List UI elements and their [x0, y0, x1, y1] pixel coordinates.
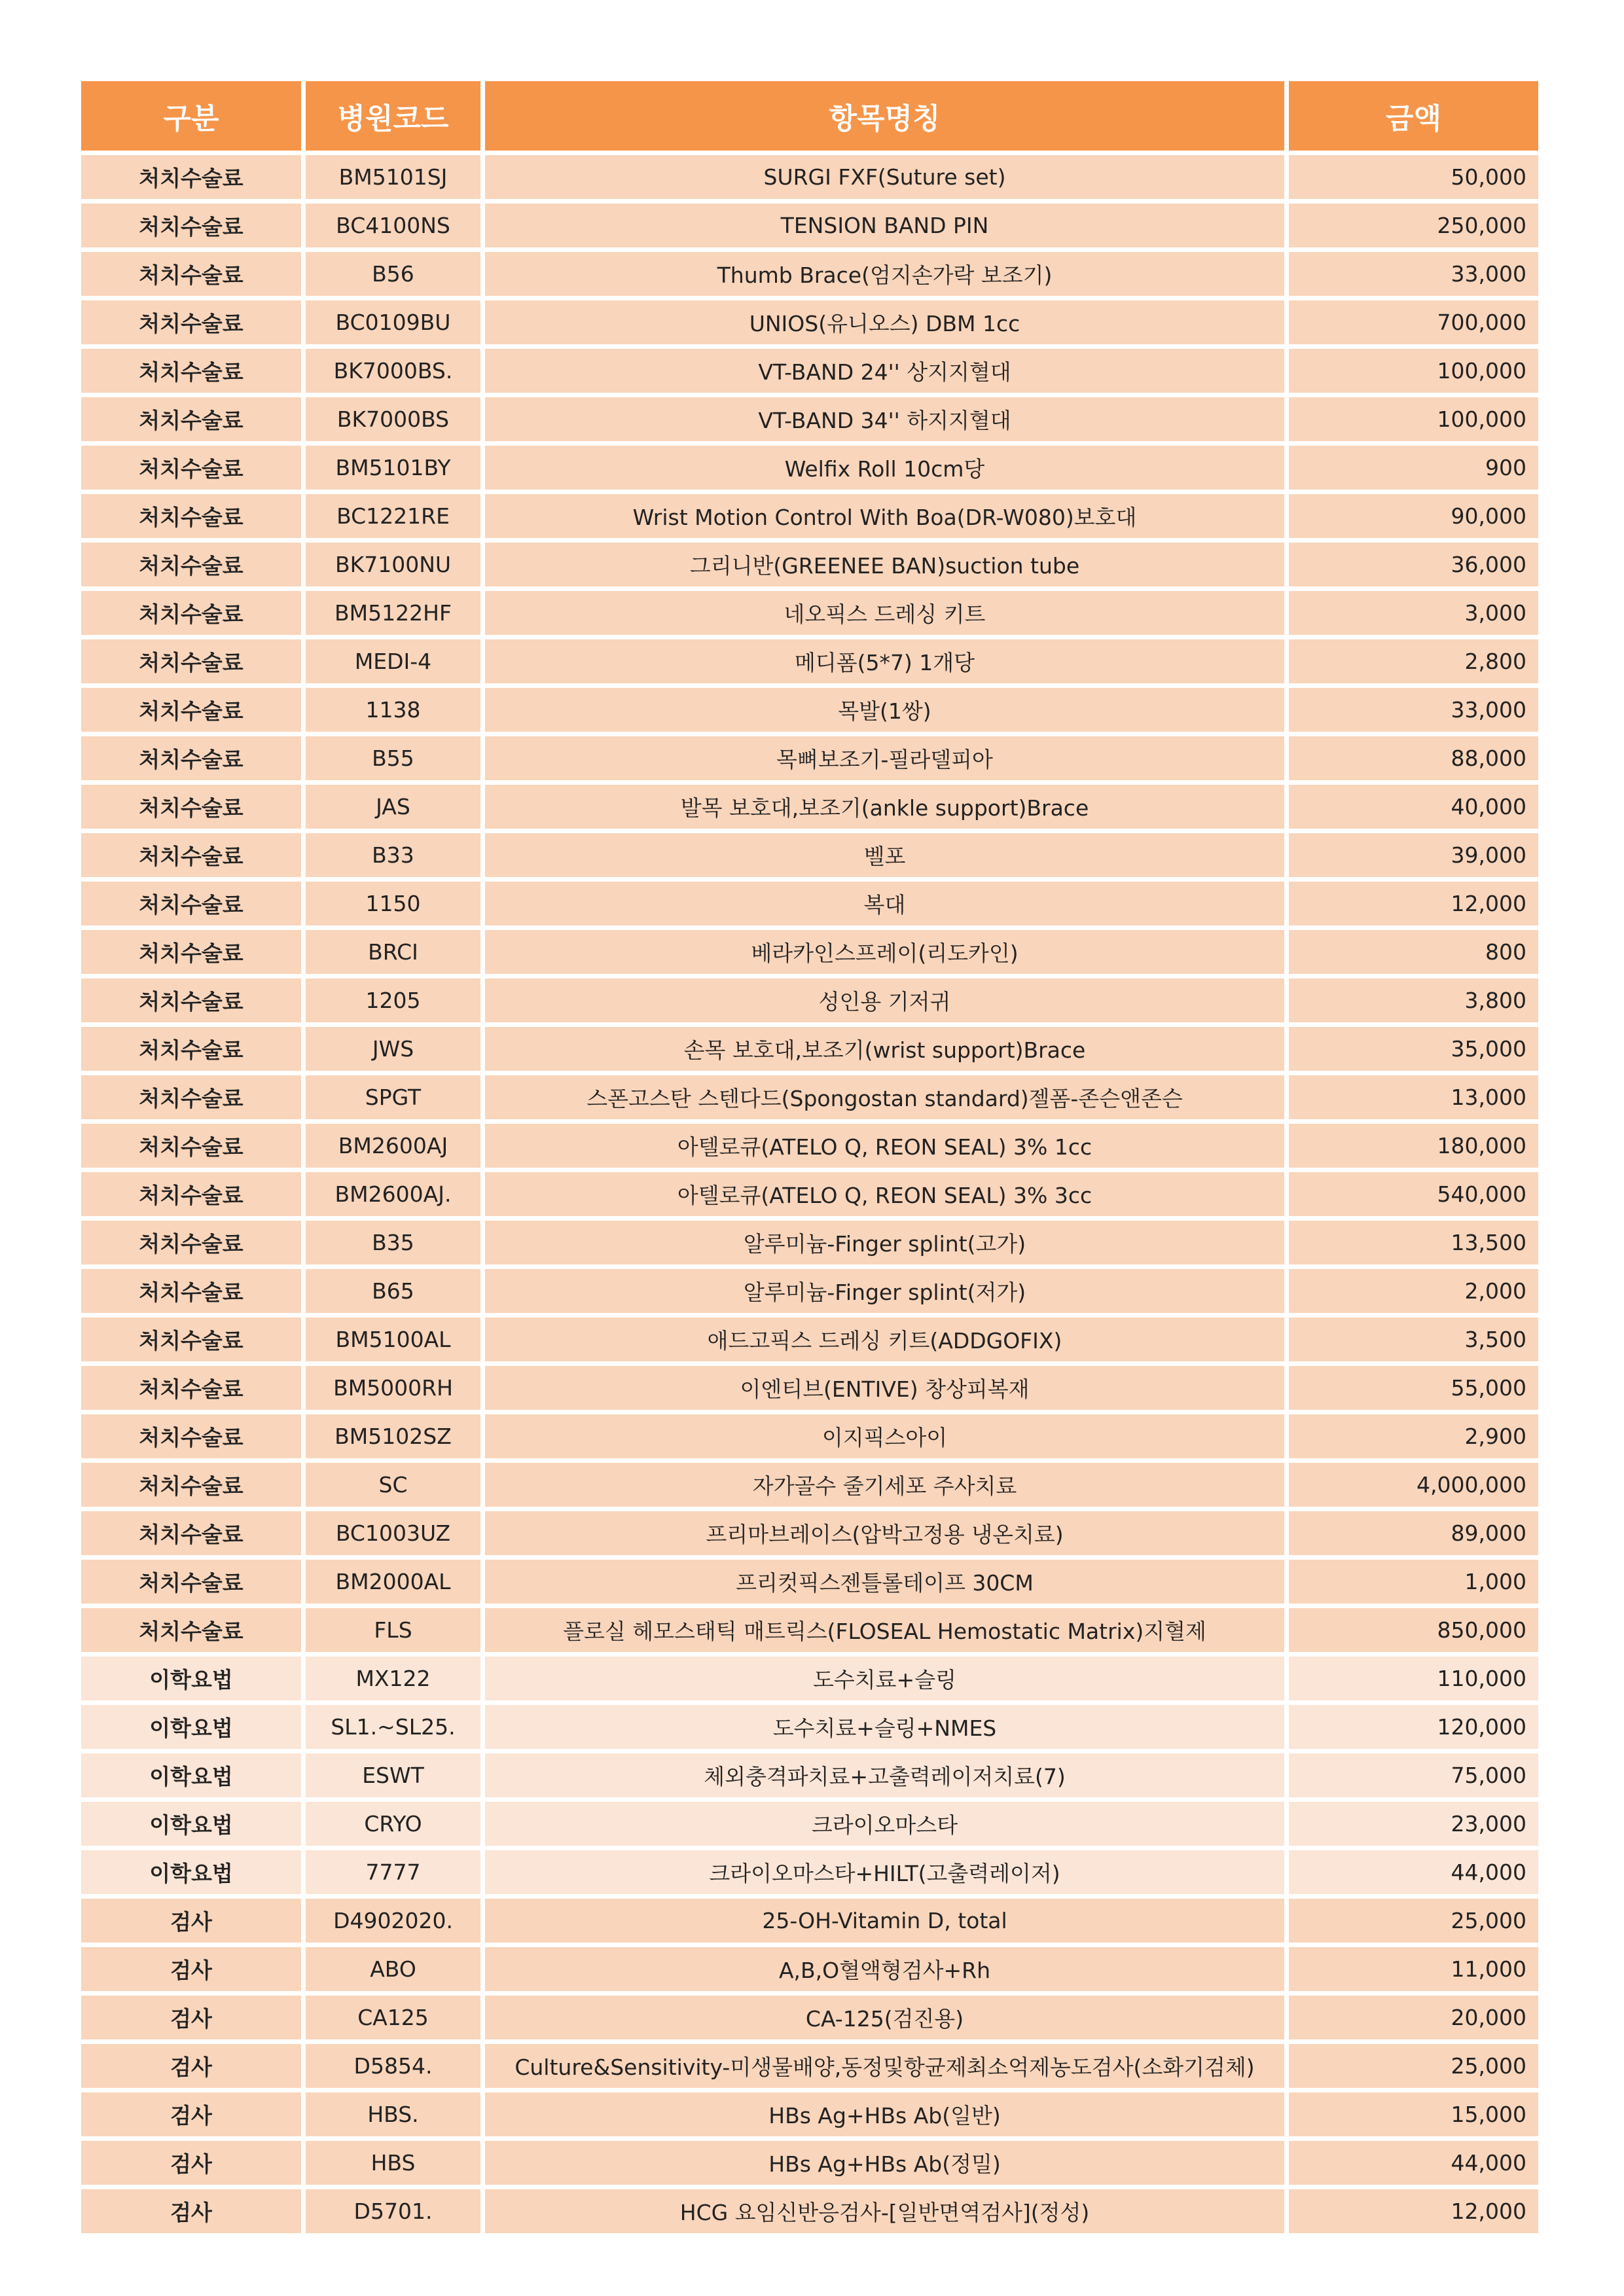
- table-row: [81, 930, 1538, 974]
- code-cell: BM5102SZ: [306, 1414, 480, 1458]
- table-row: [81, 1463, 1538, 1507]
- name-cell: Thumb Brace(엄지손가락 보조기): [485, 252, 1284, 296]
- category-cell: 처치수술료: [81, 930, 301, 974]
- price-cell: 900: [1289, 446, 1538, 490]
- code-cell: MX122: [306, 1657, 480, 1700]
- category-cell: 검사: [81, 2141, 301, 2185]
- code-cell: BK7000BS.: [306, 349, 480, 393]
- table-row: [81, 1511, 1538, 1555]
- category-cell: 처치수술료: [81, 1027, 301, 1071]
- code-cell: CA125: [306, 1996, 480, 2039]
- name-cell: 복대: [485, 882, 1284, 925]
- category-cell: 검사: [81, 2092, 301, 2136]
- category-cell: 처치수술료: [81, 543, 301, 586]
- price-cell: 50,000: [1289, 155, 1538, 199]
- header-name: 항목명칭: [485, 81, 1284, 151]
- name-cell: 그리니반(GREENEE BAN)suction tube: [485, 543, 1284, 586]
- table-row: [81, 688, 1538, 732]
- price-cell: 700,000: [1289, 300, 1538, 344]
- name-cell: HCG 요임신반응검사-[일반면역검사](정성): [485, 2189, 1284, 2233]
- price-cell: 540,000: [1289, 1172, 1538, 1216]
- price-cell: 25,000: [1289, 2044, 1538, 2088]
- category-cell: 검사: [81, 2189, 301, 2233]
- code-cell: BC1221RE: [306, 494, 480, 538]
- category-cell: 처치수술료: [81, 1608, 301, 1652]
- price-cell: 4,000,000: [1289, 1463, 1538, 1507]
- name-cell: 크라이오마스타+HILT(고출력레이저): [485, 1850, 1284, 1894]
- name-cell: 이지픽스아이: [485, 1414, 1284, 1458]
- table-row: [81, 1608, 1538, 1652]
- name-cell: Culture&Sensitivity-미생물배양,동정및항균제최소억제농도검사(소화기검체): [485, 2044, 1284, 2088]
- price-cell: 75,000: [1289, 1753, 1538, 1797]
- price-cell: 36,000: [1289, 543, 1538, 586]
- code-cell: HBS.: [306, 2092, 480, 2136]
- code-cell: MEDI-4: [306, 639, 480, 683]
- price-cell: 89,000: [1289, 1511, 1538, 1555]
- name-cell: 알루미늄-Finger splint(저가): [485, 1269, 1284, 1313]
- table-row: [81, 1850, 1538, 1894]
- table-row: [81, 1560, 1538, 1604]
- table-row: [81, 494, 1538, 538]
- price-cell: 100,000: [1289, 397, 1538, 441]
- table-row: [81, 204, 1538, 247]
- category-cell: 처치수술료: [81, 300, 301, 344]
- name-cell: 알루미늄-Finger splint(고가): [485, 1221, 1284, 1265]
- price-cell: 39,000: [1289, 833, 1538, 877]
- name-cell: 도수치료+슬링+NMES: [485, 1705, 1284, 1749]
- name-cell: CA-125(검진용): [485, 1996, 1284, 2039]
- code-cell: 1138: [306, 688, 480, 732]
- price-cell: 3,800: [1289, 978, 1538, 1022]
- code-cell: BM5000RH: [306, 1366, 480, 1410]
- price-cell: 850,000: [1289, 1608, 1538, 1652]
- price-cell: 12,000: [1289, 2189, 1538, 2233]
- table-row: [81, 155, 1538, 199]
- code-cell: 1150: [306, 882, 480, 925]
- header-price: 금액: [1289, 81, 1538, 151]
- name-cell: 베라카인스프레이(리도카인): [485, 930, 1284, 974]
- price-cell: 90,000: [1289, 494, 1538, 538]
- code-cell: ESWT: [306, 1753, 480, 1797]
- category-cell: 처치수술료: [81, 155, 301, 199]
- category-cell: 이학요법: [81, 1657, 301, 1700]
- table-row: [81, 882, 1538, 925]
- table-row: [81, 1947, 1538, 1991]
- category-cell: 검사: [81, 1899, 301, 1943]
- category-cell: 처치수술료: [81, 1414, 301, 1458]
- name-cell: UNIOS(유니오스) DBM 1cc: [485, 300, 1284, 344]
- category-cell: 처치수술료: [81, 1124, 301, 1168]
- name-cell: HBs Ag+HBs Ab(정밀): [485, 2141, 1284, 2185]
- name-cell: 도수치료+슬링: [485, 1657, 1284, 1700]
- name-cell: 메디폼(5*7) 1개당: [485, 639, 1284, 683]
- price-cell: 33,000: [1289, 252, 1538, 296]
- category-cell: 이학요법: [81, 1850, 301, 1894]
- table-row: [81, 833, 1538, 877]
- table-row: [81, 785, 1538, 829]
- category-cell: 처치수술료: [81, 833, 301, 877]
- category-cell: 처치수술료: [81, 446, 301, 490]
- price-cell: 44,000: [1289, 2141, 1538, 2185]
- name-cell: 성인용 기저귀: [485, 978, 1284, 1022]
- table-row: [81, 1172, 1538, 1216]
- category-cell: 이학요법: [81, 1753, 301, 1797]
- table-row: [81, 978, 1538, 1022]
- price-cell: 2,800: [1289, 639, 1538, 683]
- name-cell: 발목 보호대,보조기(ankle support)Brace: [485, 785, 1284, 829]
- table-row: [81, 639, 1538, 683]
- code-cell: BK7100NU: [306, 543, 480, 586]
- name-cell: 벨포: [485, 833, 1284, 877]
- code-cell: BM2600AJ.: [306, 1172, 480, 1216]
- header-code: 병원코드: [306, 81, 480, 151]
- table-row: [81, 1657, 1538, 1700]
- code-cell: 7777: [306, 1850, 480, 1894]
- table-row: [81, 1414, 1538, 1458]
- table-row: [81, 543, 1538, 586]
- price-cell: 3,000: [1289, 591, 1538, 635]
- table-row: [81, 1802, 1538, 1846]
- code-cell: BC4100NS: [306, 204, 480, 247]
- price-cell: 25,000: [1289, 1899, 1538, 1943]
- name-cell: 스폰고스탄 스텐다드(Spongostan standard)젤폼-존슨앤존슨: [485, 1075, 1284, 1119]
- table-row: [81, 252, 1538, 296]
- code-cell: BC1003UZ: [306, 1511, 480, 1555]
- name-cell: 플로실 헤모스태틱 매트릭스(FLOSEAL Hemostatic Matrix)지혈제: [485, 1608, 1284, 1652]
- category-cell: 처치수술료: [81, 1318, 301, 1361]
- table-row: [81, 1318, 1538, 1361]
- table-row: [81, 397, 1538, 441]
- category-cell: 처치수술료: [81, 1511, 301, 1555]
- name-cell: 크라이오마스타: [485, 1802, 1284, 1846]
- category-cell: 처치수술료: [81, 688, 301, 732]
- name-cell: 25-OH-Vitamin D, total: [485, 1899, 1284, 1943]
- fee-table: [77, 77, 1543, 2238]
- price-cell: 2,000: [1289, 1269, 1538, 1313]
- name-cell: Wrist Motion Control With Boa(DR-W080)보호대: [485, 494, 1284, 538]
- category-cell: 처치수술료: [81, 204, 301, 247]
- name-cell: VT-BAND 34'' 하지지혈대: [485, 397, 1284, 441]
- category-cell: 처치수술료: [81, 978, 301, 1022]
- category-cell: 처치수술료: [81, 882, 301, 925]
- name-cell: 아텔로큐(ATELO Q, REON SEAL) 3% 3cc: [485, 1172, 1284, 1216]
- name-cell: TENSION BAND PIN: [485, 204, 1284, 247]
- price-cell: 15,000: [1289, 2092, 1538, 2136]
- name-cell: 목뼈보조기-필라델피아: [485, 736, 1284, 780]
- category-cell: 처치수술료: [81, 252, 301, 296]
- table-row: [81, 2189, 1538, 2233]
- code-cell: BM2600AJ: [306, 1124, 480, 1168]
- name-cell: 애드고픽스 드레싱 키트(ADDGOFIX): [485, 1318, 1284, 1361]
- price-cell: 180,000: [1289, 1124, 1538, 1168]
- code-cell: D5854.: [306, 2044, 480, 2088]
- code-cell: JAS: [306, 785, 480, 829]
- code-cell: CRYO: [306, 1802, 480, 1846]
- name-cell: 이엔티브(ENTIVE) 창상피복재: [485, 1366, 1284, 1410]
- table-row: [81, 591, 1538, 635]
- price-cell: 35,000: [1289, 1027, 1538, 1071]
- table-row: [81, 2141, 1538, 2185]
- code-cell: BM2000AL: [306, 1560, 480, 1604]
- category-cell: 검사: [81, 1996, 301, 2039]
- category-cell: 처치수술료: [81, 1221, 301, 1265]
- code-cell: B65: [306, 1269, 480, 1313]
- code-cell: ABO: [306, 1947, 480, 1991]
- table-row: [81, 1124, 1538, 1168]
- price-cell: 1,000: [1289, 1560, 1538, 1604]
- name-cell: 목발(1쌍): [485, 688, 1284, 732]
- price-cell: 120,000: [1289, 1705, 1538, 1749]
- table-row: [81, 349, 1538, 393]
- header-row: [81, 81, 1538, 151]
- code-cell: B35: [306, 1221, 480, 1265]
- table-row: [81, 1075, 1538, 1119]
- price-cell: 11,000: [1289, 1947, 1538, 1991]
- price-cell: 12,000: [1289, 882, 1538, 925]
- category-cell: 처치수술료: [81, 1560, 301, 1604]
- table-row: [81, 736, 1538, 780]
- price-cell: 2,900: [1289, 1414, 1538, 1458]
- name-cell: 프리마브레이스(압박고정용 냉온치료): [485, 1511, 1284, 1555]
- category-cell: 처치수술료: [81, 1172, 301, 1216]
- table-row: [81, 1221, 1538, 1265]
- code-cell: B55: [306, 736, 480, 780]
- table-row: [81, 300, 1538, 344]
- code-cell: BK7000BS: [306, 397, 480, 441]
- table-body: [81, 155, 1538, 2233]
- code-cell: HBS: [306, 2141, 480, 2185]
- price-cell: 13,500: [1289, 1221, 1538, 1265]
- price-cell: 250,000: [1289, 204, 1538, 247]
- table-row: [81, 446, 1538, 490]
- category-cell: 처치수술료: [81, 639, 301, 683]
- code-cell: B56: [306, 252, 480, 296]
- code-cell: B33: [306, 833, 480, 877]
- name-cell: 네오픽스 드레싱 키트: [485, 591, 1284, 635]
- category-cell: 검사: [81, 2044, 301, 2088]
- price-cell: 23,000: [1289, 1802, 1538, 1846]
- code-cell: SL1.~SL25.: [306, 1705, 480, 1749]
- code-cell: SC: [306, 1463, 480, 1507]
- category-cell: 이학요법: [81, 1802, 301, 1846]
- table-row: [81, 2044, 1538, 2088]
- name-cell: 프리컷픽스젠틀롤테이프 30CM: [485, 1560, 1284, 1604]
- code-cell: BC0109BU: [306, 300, 480, 344]
- code-cell: BM5100AL: [306, 1318, 480, 1361]
- code-cell: BM5122HF: [306, 591, 480, 635]
- table-header: [81, 81, 1538, 151]
- category-cell: 처치수술료: [81, 349, 301, 393]
- code-cell: BM5101BY: [306, 446, 480, 490]
- category-cell: 처치수술료: [81, 1269, 301, 1313]
- code-cell: JWS: [306, 1027, 480, 1071]
- price-cell: 110,000: [1289, 1657, 1538, 1700]
- code-cell: BM5101SJ: [306, 155, 480, 199]
- name-cell: A,B,O혈액형검사+Rh: [485, 1947, 1284, 1991]
- category-cell: 처치수술료: [81, 1463, 301, 1507]
- category-cell: 처치수술료: [81, 1075, 301, 1119]
- table-row: [81, 1899, 1538, 1943]
- code-cell: D4902020.: [306, 1899, 480, 1943]
- price-cell: 13,000: [1289, 1075, 1538, 1119]
- category-cell: 이학요법: [81, 1705, 301, 1749]
- name-cell: 손목 보호대,보조기(wrist support)Brace: [485, 1027, 1284, 1071]
- code-cell: FLS: [306, 1608, 480, 1652]
- code-cell: SPGT: [306, 1075, 480, 1119]
- table-row: [81, 1027, 1538, 1071]
- name-cell: Welfix Roll 10cm당: [485, 446, 1284, 490]
- category-cell: 처치수술료: [81, 1366, 301, 1410]
- code-cell: 1205: [306, 978, 480, 1022]
- name-cell: VT-BAND 24'' 상지지혈대: [485, 349, 1284, 393]
- name-cell: SURGI FXF(Suture set): [485, 155, 1284, 199]
- category-cell: 처치수술료: [81, 494, 301, 538]
- name-cell: 아텔로큐(ATELO Q, REON SEAL) 3% 1cc: [485, 1124, 1284, 1168]
- table-row: [81, 1269, 1538, 1313]
- price-cell: 33,000: [1289, 688, 1538, 732]
- price-cell: 44,000: [1289, 1850, 1538, 1894]
- code-cell: D5701.: [306, 2189, 480, 2233]
- table-row: [81, 1753, 1538, 1797]
- name-cell: HBs Ag+HBs Ab(일반): [485, 2092, 1284, 2136]
- category-cell: 검사: [81, 1947, 301, 1991]
- table-row: [81, 1705, 1538, 1749]
- name-cell: 자가골수 줄기세포 주사치료: [485, 1463, 1284, 1507]
- price-cell: 800: [1289, 930, 1538, 974]
- price-cell: 100,000: [1289, 349, 1538, 393]
- price-cell: 55,000: [1289, 1366, 1538, 1410]
- header-category: 구분: [81, 81, 301, 151]
- table-row: [81, 2092, 1538, 2136]
- code-cell: BRCI: [306, 930, 480, 974]
- category-cell: 처치수술료: [81, 397, 301, 441]
- table-row: [81, 1996, 1538, 2039]
- category-cell: 처치수술료: [81, 736, 301, 780]
- table-row: [81, 1366, 1538, 1410]
- price-cell: 88,000: [1289, 736, 1538, 780]
- price-cell: 20,000: [1289, 1996, 1538, 2039]
- price-cell: 40,000: [1289, 785, 1538, 829]
- name-cell: 체외충격파치료+고출력레이저치료(7): [485, 1753, 1284, 1797]
- category-cell: 처치수술료: [81, 591, 301, 635]
- price-cell: 3,500: [1289, 1318, 1538, 1361]
- category-cell: 처치수술료: [81, 785, 301, 829]
